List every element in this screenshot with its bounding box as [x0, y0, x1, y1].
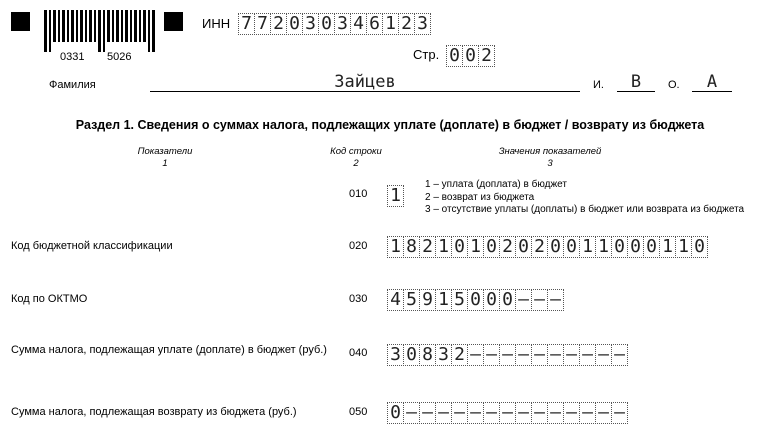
digit-cell[interactable]: – — [515, 402, 532, 424]
digit-cell[interactable]: 2 — [398, 13, 415, 35]
row-code-010: 010 — [349, 188, 368, 200]
digit-cell[interactable]: – — [531, 289, 548, 311]
digit-cell[interactable]: 0 — [611, 236, 628, 258]
digit-cell[interactable]: 0 — [691, 236, 708, 258]
digit-cell[interactable]: 1 — [435, 289, 452, 311]
column-header-indicators — [105, 146, 225, 170]
digit-cell[interactable]: 1 — [675, 236, 692, 258]
digit-cell[interactable]: 1 — [387, 185, 404, 207]
barcode — [44, 10, 157, 52]
digit-cell[interactable]: 2 — [451, 344, 468, 366]
row-code-030: 030 — [349, 293, 368, 305]
digit-cell[interactable]: 0 — [403, 344, 420, 366]
initial-o-label: О. — [668, 79, 680, 91]
digit-cell[interactable]: 1 — [435, 236, 452, 258]
digit-cell[interactable]: – — [611, 344, 628, 366]
initial-o-field[interactable]: А — [692, 73, 732, 92]
digit-cell[interactable]: 2 — [499, 236, 516, 258]
row-030-field[interactable] — [387, 289, 563, 311]
surname-field[interactable]: Зайцев — [150, 73, 580, 92]
digit-cell[interactable]: – — [419, 402, 436, 424]
digit-cell[interactable]: 8 — [403, 236, 420, 258]
digit-cell[interactable]: 3 — [302, 13, 319, 35]
digit-cell[interactable]: 1 — [659, 236, 676, 258]
digit-cell[interactable]: 0 — [627, 236, 644, 258]
digit-cell[interactable]: 3 — [414, 13, 431, 35]
digit-cell[interactable]: – — [499, 344, 516, 366]
row-code-040: 040 — [349, 347, 368, 359]
digit-cell[interactable]: – — [515, 344, 532, 366]
row-050-field[interactable] — [387, 402, 627, 424]
digit-cell[interactable]: – — [467, 344, 484, 366]
page-number-field[interactable] — [446, 45, 494, 67]
explanation-item: 3 – отсутствие уплаты (доплаты) в бюджет или возврата из бюджета — [425, 204, 745, 215]
digit-cell[interactable]: 0 — [286, 13, 303, 35]
column-header-values-title: Значения показателей — [498, 146, 602, 157]
row-label-040: Сумма налога, подлежащая уплате (доплате) в бюджет (руб.) — [11, 344, 327, 356]
row-label-050: Сумма налога, подлежащая возврату из бюджета (руб.) — [11, 406, 297, 418]
digit-cell[interactable]: – — [547, 289, 564, 311]
column-header-indicators-num: 1 — [162, 158, 168, 169]
digit-cell[interactable]: 6 — [366, 13, 383, 35]
column-header-values-num: 3 — [547, 158, 553, 169]
digit-cell[interactable]: – — [595, 402, 612, 424]
digit-cell[interactable]: – — [499, 402, 516, 424]
digit-cell[interactable]: – — [547, 402, 564, 424]
digit-cell[interactable]: – — [435, 402, 452, 424]
initial-i-label: И. — [593, 79, 604, 91]
digit-cell[interactable]: 1 — [387, 236, 404, 258]
digit-cell[interactable]: 9 — [419, 289, 436, 311]
digit-cell[interactable]: 7 — [238, 13, 255, 35]
digit-cell[interactable]: – — [403, 402, 420, 424]
digit-cell[interactable]: – — [531, 402, 548, 424]
section-title: Раздел 1. Сведения о суммах налога, подлежащих уплате (доплате) в бюджет / возврату из бюджета — [75, 118, 705, 132]
digit-cell[interactable]: 0 — [563, 236, 580, 258]
digit-cell[interactable]: 3 — [334, 13, 351, 35]
page-label: Стр. — [413, 47, 440, 62]
digit-cell[interactable]: – — [483, 402, 500, 424]
digit-cell[interactable]: 1 — [579, 236, 596, 258]
digit-cell[interactable]: – — [467, 402, 484, 424]
digit-cell[interactable]: – — [595, 344, 612, 366]
row-010-explanations — [425, 179, 744, 217]
row-label-030: Код по ОКТМО — [11, 293, 88, 305]
corner-marker-left — [11, 12, 30, 31]
explanation-item: 2 – возврат из бюджета — [425, 191, 535, 203]
digit-cell[interactable]: 0 — [462, 45, 479, 67]
row-040-field[interactable] — [387, 344, 627, 366]
digit-cell[interactable]: 8 — [419, 344, 436, 366]
column-header-indicators-title: Показатели — [137, 146, 193, 157]
digit-cell[interactable]: 2 — [531, 236, 548, 258]
digit-cell[interactable]: 1 — [382, 13, 399, 35]
digit-cell[interactable]: 0 — [483, 236, 500, 258]
digit-cell[interactable]: 4 — [387, 289, 404, 311]
digit-cell[interactable]: – — [451, 402, 468, 424]
column-header-line-code-num: 2 — [353, 158, 359, 169]
digit-cell[interactable]: 5 — [451, 289, 468, 311]
row-code-050: 050 — [349, 406, 368, 418]
digit-cell[interactable]: 0 — [547, 236, 564, 258]
column-header-line-code — [306, 146, 406, 170]
digit-cell[interactable]: 2 — [270, 13, 287, 35]
initial-i-field[interactable]: В — [617, 73, 655, 92]
digit-cell[interactable]: – — [579, 344, 596, 366]
inn-field[interactable] — [238, 13, 430, 35]
digit-cell[interactable]: 1 — [595, 236, 612, 258]
column-header-line-code-title: Код строки — [330, 146, 382, 157]
digit-cell[interactable]: 0 — [483, 289, 500, 311]
column-header-values — [470, 146, 630, 170]
digit-cell[interactable]: – — [579, 402, 596, 424]
digit-cell[interactable]: – — [547, 344, 564, 366]
digit-cell[interactable]: 0 — [318, 13, 335, 35]
digit-cell[interactable]: 1 — [467, 236, 484, 258]
digit-cell[interactable]: – — [563, 402, 580, 424]
digit-cell[interactable]: 0 — [643, 236, 660, 258]
row-label-020: Код бюджетной классификации — [11, 240, 173, 252]
digit-cell[interactable]: 7 — [254, 13, 271, 35]
digit-cell[interactable]: – — [531, 344, 548, 366]
digit-cell[interactable]: 0 — [467, 289, 484, 311]
digit-cell[interactable]: – — [515, 289, 532, 311]
digit-cell[interactable]: 0 — [446, 45, 463, 67]
barcode-right-number: 5026 — [107, 51, 132, 63]
digit-cell[interactable]: – — [611, 402, 628, 424]
digit-cell[interactable]: 4 — [350, 13, 367, 35]
row-020-field[interactable] — [387, 236, 707, 258]
digit-cell[interactable]: 2 — [419, 236, 436, 258]
explanation-item: 1 – уплата (доплата) в бюджет — [425, 179, 567, 190]
digit-cell[interactable]: 2 — [478, 45, 495, 67]
digit-cell[interactable]: 0 — [387, 402, 404, 424]
digit-cell[interactable]: 5 — [403, 289, 420, 311]
digit-cell[interactable]: – — [483, 344, 500, 366]
digit-cell[interactable]: 0 — [499, 289, 516, 311]
digit-cell[interactable]: 3 — [387, 344, 404, 366]
corner-marker-right — [164, 12, 183, 31]
row-010-field[interactable] — [387, 185, 403, 207]
inn-label: ИНН — [202, 16, 231, 31]
row-code-020: 020 — [349, 240, 368, 252]
surname-label: Фамилия — [49, 79, 96, 91]
digit-cell[interactable]: – — [563, 344, 580, 366]
digit-cell[interactable]: 3 — [435, 344, 452, 366]
digit-cell[interactable]: 0 — [451, 236, 468, 258]
digit-cell[interactable]: 0 — [515, 236, 532, 258]
barcode-left-number: 0331 — [60, 51, 85, 63]
